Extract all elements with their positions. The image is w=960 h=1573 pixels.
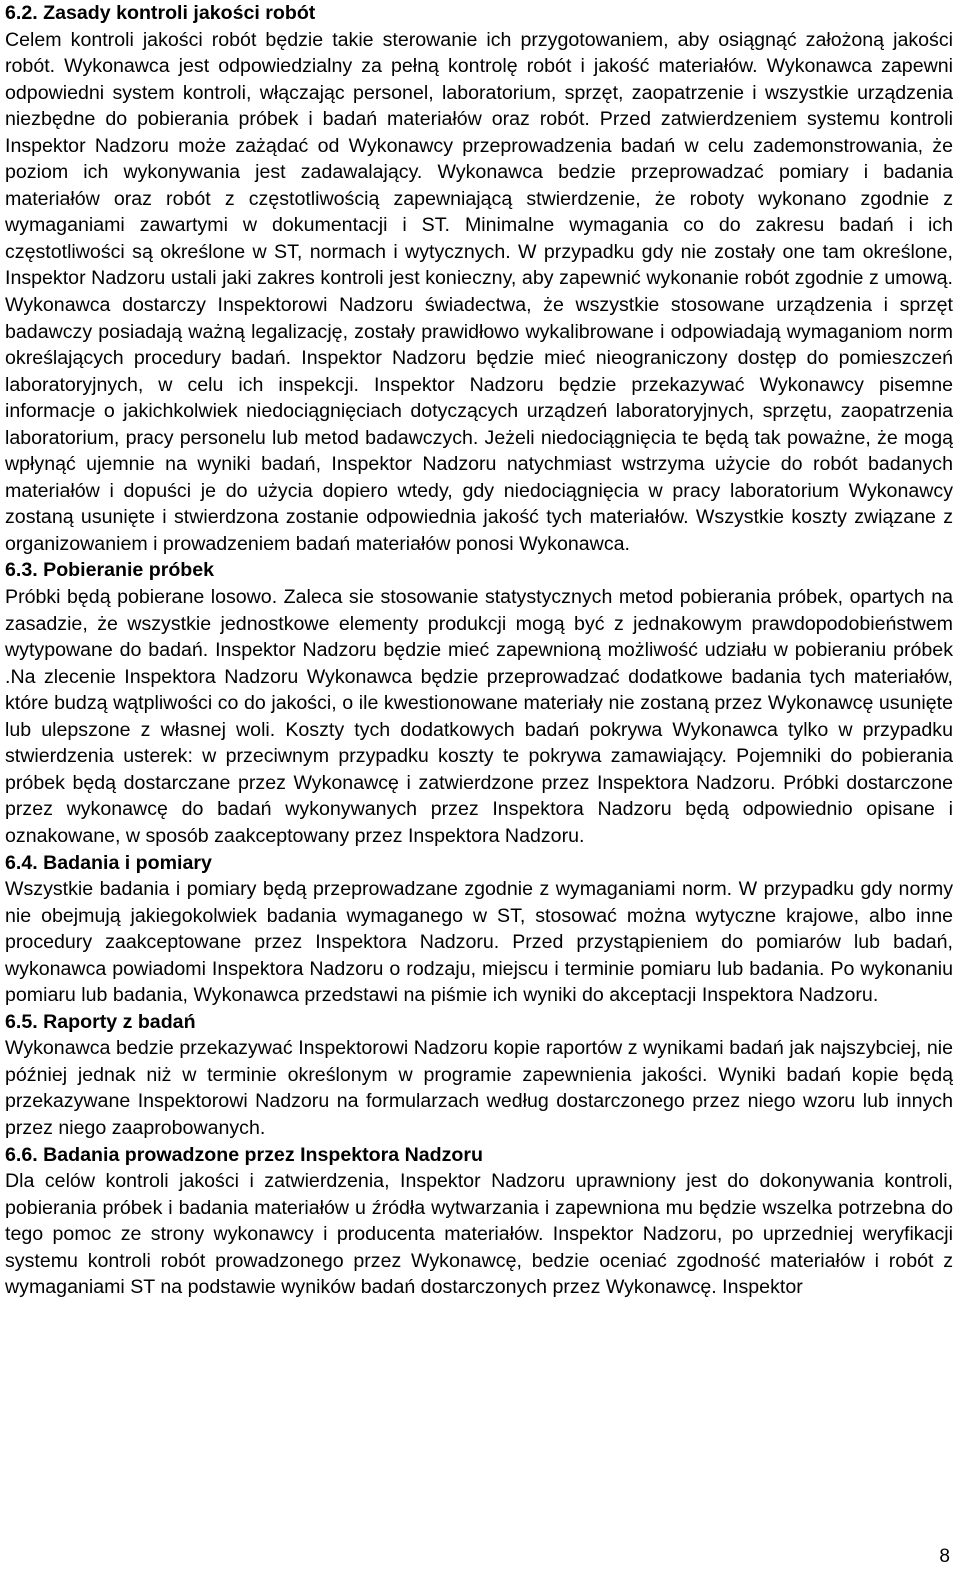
section-6-3 <box>5 557 953 849</box>
section-heading: 6.2. Zasady kontroli jakości robót <box>5 2 316 24</box>
section-6-4 <box>5 850 953 1009</box>
section-paragraph: Dla celów kontroli jakości i zatwierdzenia, Inspektor Nadzoru uprawniony jest do dokonywania kontroli, pobierania próbek i badania materiałów u źródła wytwarzania i zapewniona mu będzie wszelka potrzebna do tego pomoc ze strony wykonawcy i producenta materiałów. Inspektor Nadzoru, po uprzedniej weryfikacji systemu kontroli robót prowadzonego przez Wykonawcę, bedzie oceniać zgodność materiałów i robót z wymaganiami ST na podstawie wyników badań dostarczonych przez Wykonawcę. Inspektor <box>5 1170 953 1299</box>
section-paragraph: Próbki będą pobierane losowo. Zaleca sie stosowanie statystycznych metod pobierania próbek, opartych na zasadzie, że wszystkie jednostkowe elementy produkcji mogą być z jednakowym prawdopodobieństwem wytypowane do badań. Inspektor Nadzoru będzie mieć zapewnioną możliwość udziału w pobieraniu próbek .Na zlecenie Inspektora Nadzoru Wykonawca będzie przeprowadzać dodatkowe badania tych materiałów, które budzą wątpliwości co do jakości, o ile kwestionowane materiały nie zostaną przez Wykonawcę usunięte lub ulepszone z własnej woli. Koszty tych dodatkowych badań pokrywa Wykonawca tylko w przypadku stwierdzenia usterek: w przeciwnym przypadku koszty te pokrywa zamawiający. Pojemniki do pobierania próbek będą dostarczane przez Wykonawcę i zatwierdzone przez Inspektora Nadzoru. Próbki dostarczone przez wykonawcę do badań wykonywanych przez Inspektora Nadzoru będą odpowiednio opisane i oznakowane, w sposób zaakceptowany przez Inspektora Nadzoru. <box>5 586 953 847</box>
section-paragraph: Wszystkie badania i pomiary będą przeprowadzane zgodnie z wymaganiami norm. W przypadku gdy normy nie obejmują jakiegokolwiek badania wymaganego w ST, stosować można wytyczne krajowe, albo inne procedury zaakceptowane przez Inspektora Nadzoru. Przed przystąpieniem do pomiarów lub badań, wykonawca powiadomi Inspektora Nadzoru o rodzaju, miejscu i terminie pomiaru lub badania. Po wykonaniu pomiaru lub badania, Wykonawca przedstawi na piśmie ich wyniki do akceptacji Inspektora Nadzoru. <box>5 878 953 1007</box>
section-6-6 <box>5 1142 953 1301</box>
section-paragraph: Celem kontroli jakości robót będzie takie sterowanie ich przygotowaniem, aby osiągnąć założoną jakości robót. Wykonawca jest odpowiedzialny za pełną kontrolę robót i jakość materiałów. Wykonawca zapewni odpowiedni system kontroli, włączając personel, laboratorium, sprzęt, zaopatrzenie i wszystkie urządzenia niezbędne do pobierania próbek i badań materiałów oraz robót. Przed zatwierdzeniem systemu kontroli Inspektor Nadzoru może zażądać od Wykonawcy przeprowadzenia badań w celu zademonstrowania, że poziom ich wykonywania jest zadawalający. Wykonawca bedzie przeprowadzać pomiary i badania materiałów oraz robót z częstotliwością zapewniającą stwierdzenie, że roboty wykonano zgodnie z wymaganiami zawartymi w dokumentacji i ST. Minimalne wymagania co do zakresu badań i ich częstotliwości są określone w ST, normach i wytycznych. W przypadku gdy nie zostały one tam określone, Inspektor Nadzoru ustali jaki zakres kontroli jest konieczny, aby zapewnić wykonanie robót zgodnie z umową. Wykonawca dostarczy Inspektorowi Nadzoru świadectwa, że wszystkie stosowane urządzenia i sprzęt badawczy posiadają ważną legalizację, zostały prawidłowo wykalibrowane i odpowiadają wymaganiom norm określających procedury badań. Inspektor Nadzoru będzie mieć nieograniczony dostęp do pomieszczeń laboratoryjnych, w celu ich inspekcji. Inspektor Nadzoru będzie przekazywać Wykonawcy pisemne informacje o jakichkolwiek niedociągnięciach dotyczących urządzeń laboratoryjnych, sprzętu, zaopatrzenia laboratorium, pracy personelu lub metod badawczych. Jeżeli niedociągnięcia te będą tak poważne, że mogą wpłynąć ujemnie na wyniki badań, Inspektor Nadzoru natychmiast wstrzyma użycie do robót badanych materiałów i dopuści je do użycia dopiero wtedy, gdy niedociągnięcia w pracy laboratorium Wykonawcy zostaną usunięte i stwierdzona zostanie odpowiednia jakość tych materiałów. Wszystkie koszty związane z organizowaniem i prowadzeniem badań materiałów ponosi Wykonawca. <box>5 28 953 555</box>
section-paragraph: Wykonawca bedzie przekazywać Inspektorowi Nadzoru kopie raportów z wynikami badań jak najszybciej, nie później jednak niż w terminie określonym w programie zapewnienia jakości. Wyniki badań kopie będą przekazywane Inspektorowi Nadzoru na formularzach według dostarczonego przez niego wzoru lub innych przez niego zaaprobowanych. <box>5 1037 953 1139</box>
section-heading: 6.3. Pobieranie próbek <box>5 559 215 582</box>
document-page <box>5 0 953 1301</box>
section-heading: 6.6. Badania prowadzone przez Inspektora Nadzoru <box>5 1143 483 1166</box>
section-heading: 6.4. Badania i pomiary <box>5 851 212 874</box>
page-number: 8 <box>939 1546 950 1567</box>
section-6-2 <box>5 0 953 557</box>
section-heading: 6.5. Raporty z badań <box>5 1010 196 1033</box>
section-6-5 <box>5 1009 953 1142</box>
